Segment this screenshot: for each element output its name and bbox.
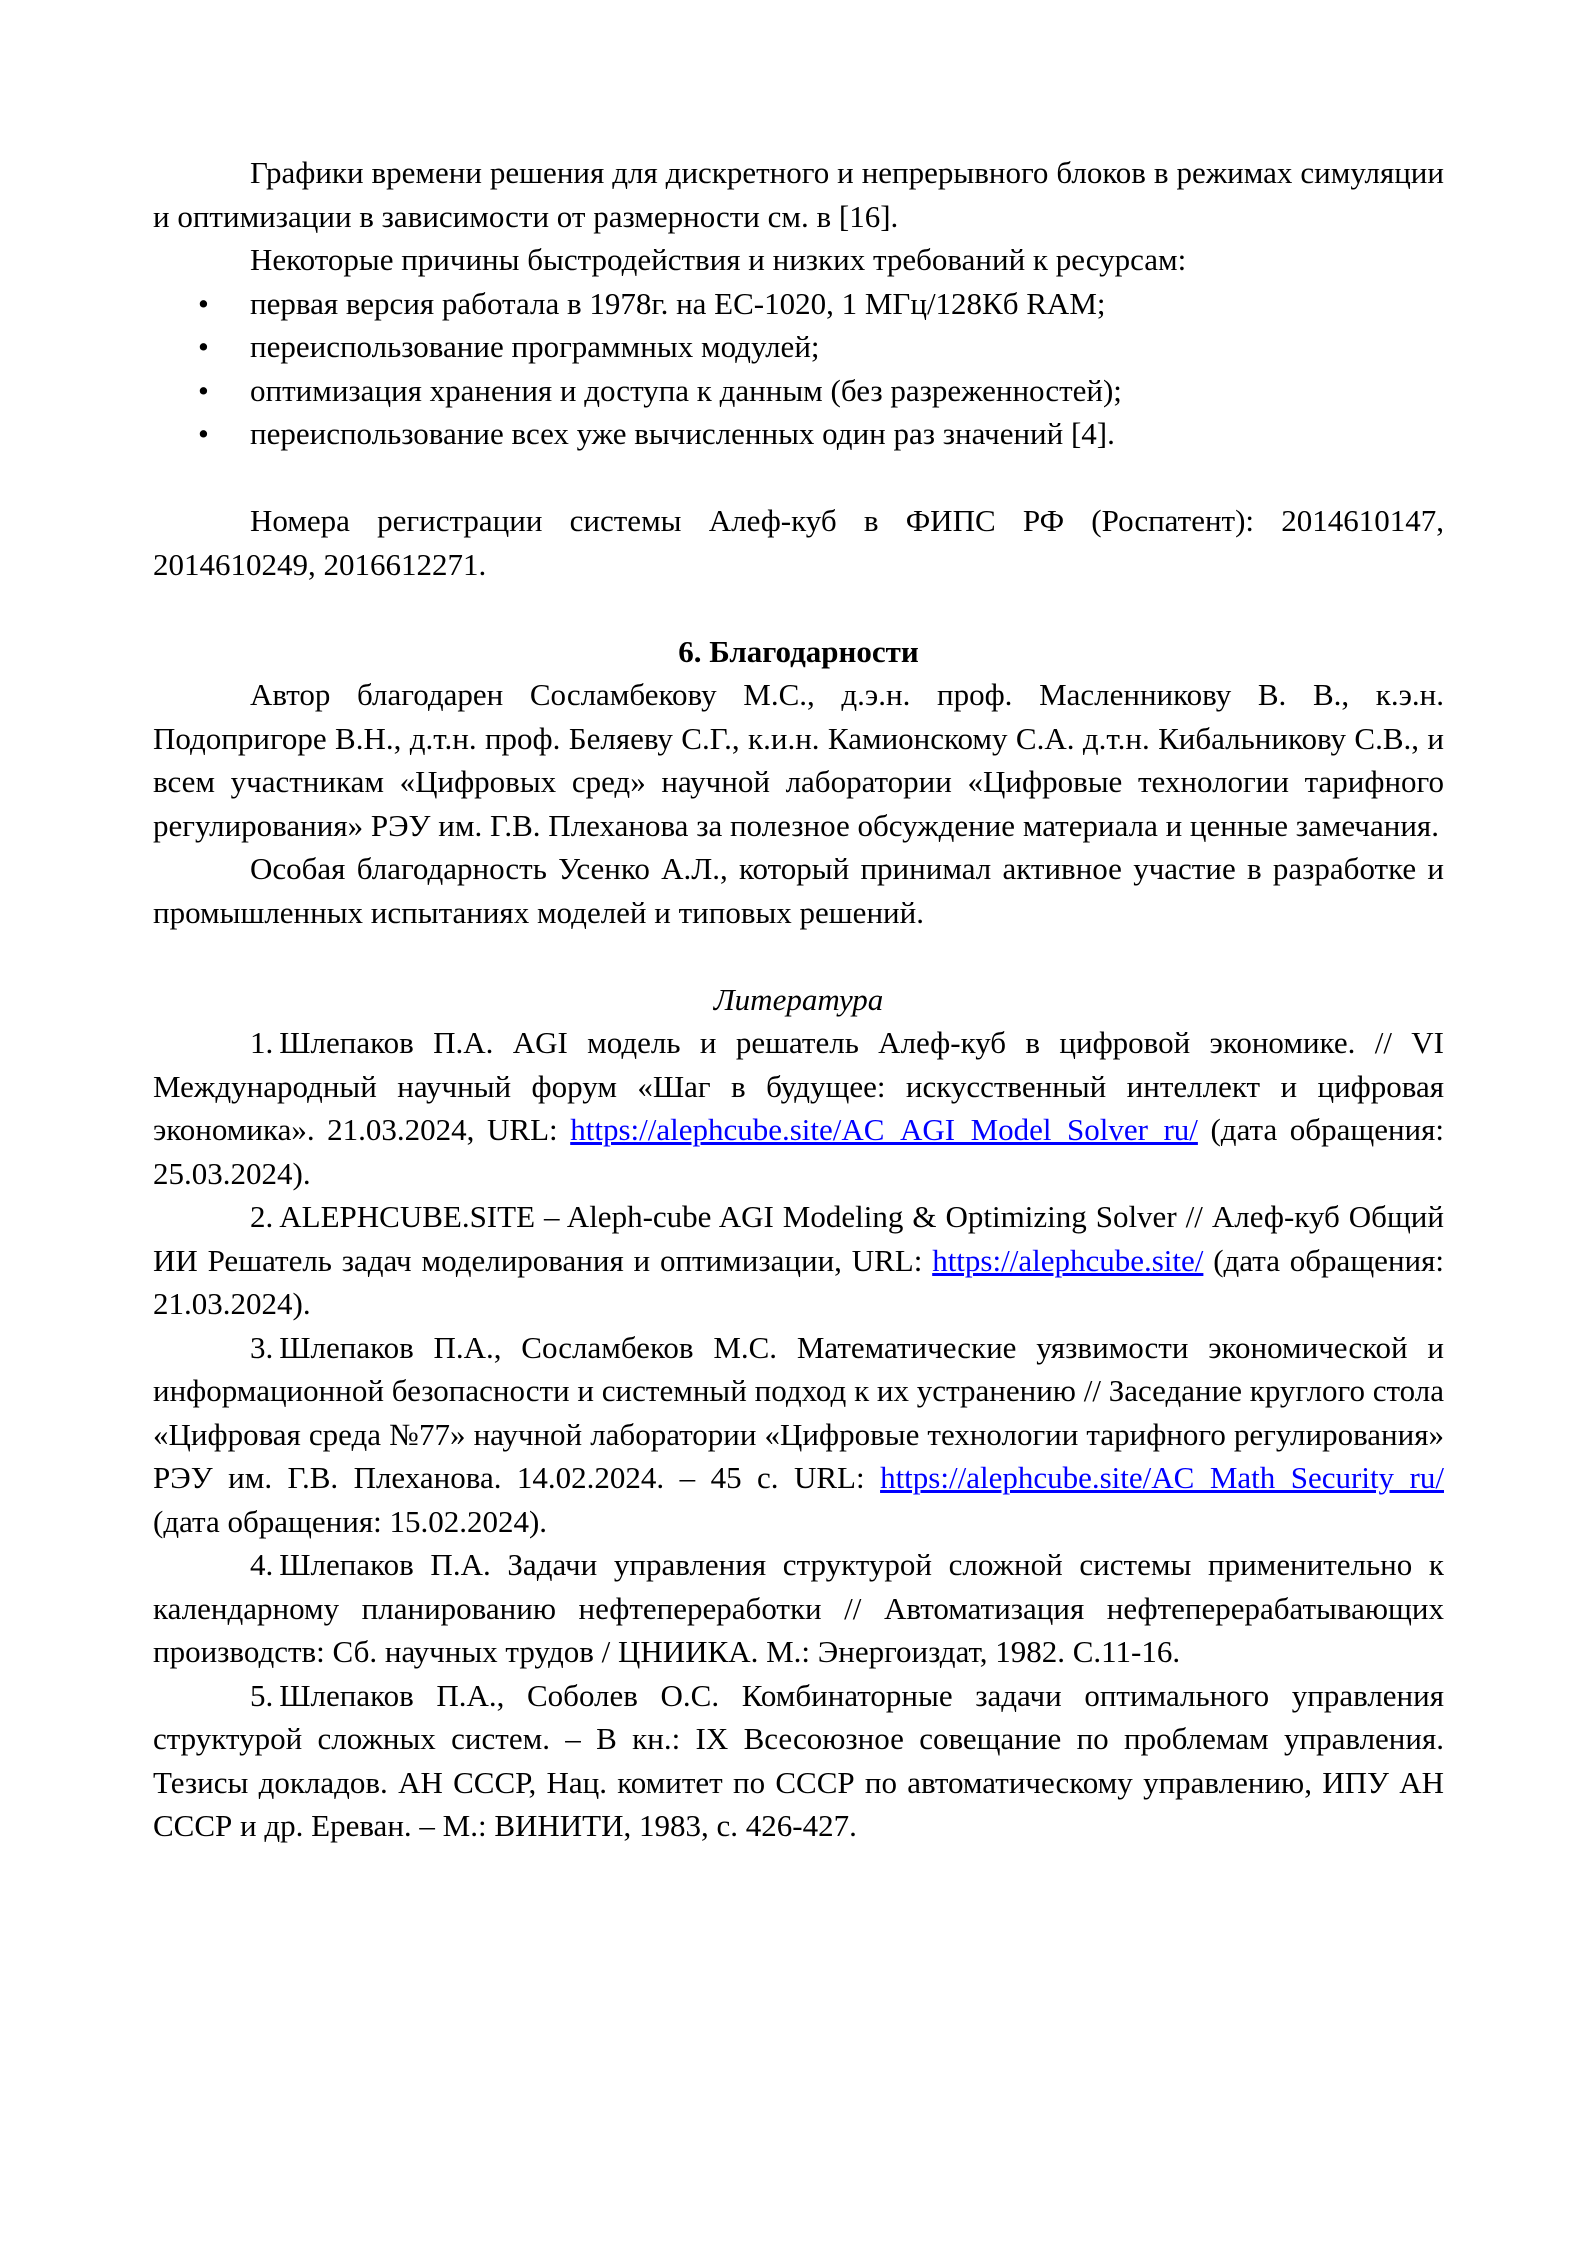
reference-text-after: (дата обращения: 25.03.2024). (153, 1112, 1445, 1191)
reference-text: Шлепаков П.А., Сосламбеков М.С. Математические уязвимости экономической и информационной безопасности и системный подход к их устранению // Заседание круглого стола «Цифровая среда №77» научной лаборатории «Цифровые технологии тарифного регулирования» РЭУ им. Г.В. Плеханова. 14.02.2024. – 45 с. URL: (153, 1329, 1444, 1495)
list-item-text: переиспользование программных модулей; (250, 329, 820, 364)
reference-link[interactable]: https://alephcube.site/AC_Math_Security_ru/ (880, 1460, 1444, 1495)
reference-number: 2. (250, 1199, 274, 1234)
list-item-text: оптимизация хранения и доступа к данным (без разреженностей); (250, 372, 1122, 408)
reference-text: ALEPHCUBE.SITE – Aleph-cube AGI Modeling & Optimizing Solver // Алеф-куб Общий ИИ Решатель задач моделирования и оптимизации, URL: (153, 1199, 1444, 1278)
bullet-icon: • (198, 285, 209, 321)
list-item (153, 282, 1444, 326)
reference-number: 3. (250, 1329, 274, 1365)
reference-number: 4. (250, 1547, 274, 1582)
bullet-icon: • (198, 372, 209, 408)
paragraph-acknowledgements: Автор благодарен Сосламбекову М.С., д.э.н. проф. Масленникову В. В., к.э.н. Подопригоре В.Н., д.т.н. проф. Беляеву С.Г., к.и.н. Камионскому С.А. д.т.н. Кибальникову С.В., и всем участникам «Цифровых сред» научной лаборатории «Цифровые технологии тарифного регулирования» РЭУ им. Г.В. Плеханова за полезное обсуждение материала и ценные замечания. (153, 677, 1444, 843)
list-item (153, 369, 1444, 413)
references-heading: Литература (713, 981, 884, 1017)
spacer (153, 934, 1444, 978)
document-page (153, 151, 1444, 1848)
reference-item-3 (153, 1326, 1444, 1544)
reference-item-5 (153, 1674, 1444, 1848)
reference-number: 1. (250, 1025, 274, 1060)
reference-number: 5. (250, 1677, 274, 1713)
list-item-text: переиспользование всех уже вычисленных один раз значений [4]. (250, 416, 1115, 451)
reference-text: Шлепаков П.А. Задачи управления структурой сложной системы применительно к календарному планированию нефтепереработки // Автоматизация нефтеперерабатывающих производств: Сб. научных трудов / ЦНИИКА. М.: Энергоиздат, 1982. С.11-16. (153, 1547, 1444, 1669)
reference-link[interactable]: https://alephcube.site/AC_AGI_Model_Solver_ru/ (570, 1112, 1198, 1147)
section-heading-acknowledgements: 6. Благодарности (678, 633, 919, 669)
list-item (153, 412, 1444, 456)
reference-text-after: (дата обращения: 21.03.2024). (153, 1242, 1444, 1321)
reference-link[interactable]: https://alephcube.site/ (932, 1242, 1204, 1278)
bullet-icon: • (198, 329, 209, 364)
reference-item-2 (153, 1195, 1444, 1326)
reference-item-1 (153, 1021, 1444, 1195)
reference-item-4 (153, 1543, 1444, 1674)
bullet-icon: • (198, 416, 209, 451)
reasons-list (153, 282, 1444, 456)
paragraph-special-thanks: Особая благодарность Усенко А.Л., который принимал активное участие в разработке и промышленных испытаниях моделей и типовых решений. (153, 851, 1444, 930)
paragraph-graphs: Графики времени решения для дискретного и непрерывного блоков в режимах симуляции и оптимизации в зависимости от размерности см. в [16]. (153, 155, 1444, 234)
paragraph-registration: Номера регистрации системы Алеф-куб в ФИПС РФ (Роспатент): 2014610147, 2014610249, 2016612271. (153, 503, 1444, 582)
list-item-text: первая версия работала в 1978г. на ЕС-1020, 1 МГц/128Кб RAM; (250, 285, 1106, 321)
spacer (153, 586, 1444, 630)
reference-text: Шлепаков П.А. AGI модель и решатель Алеф-куб в цифровой экономике. // VI Международный научный форум «Шаг в будущее: искусственный интеллект и цифровая экономика». 21.03.2024, URL: (153, 1025, 1444, 1147)
reference-text: Шлепаков П.А., Соболев О.С. Комбинаторные задачи оптимального управления структурой сложных систем. – В кн.: IX Всесоюзное совещание по проблемам управления. Тезисы докладов. АН СССР, Нац. комитет по СССР по автоматическому управлению, ИПУ АН СССР и др. Ереван. – М.: ВИНИТИ, 1983, с. 426-427. (153, 1677, 1444, 1843)
reference-text-after: (дата обращения: 15.02.2024). (153, 1503, 548, 1539)
paragraph-reasons-intro: Некоторые причины быстродействия и низких требований к ресурсам: (250, 242, 1187, 277)
list-item (153, 325, 1444, 369)
spacer (153, 456, 1444, 500)
